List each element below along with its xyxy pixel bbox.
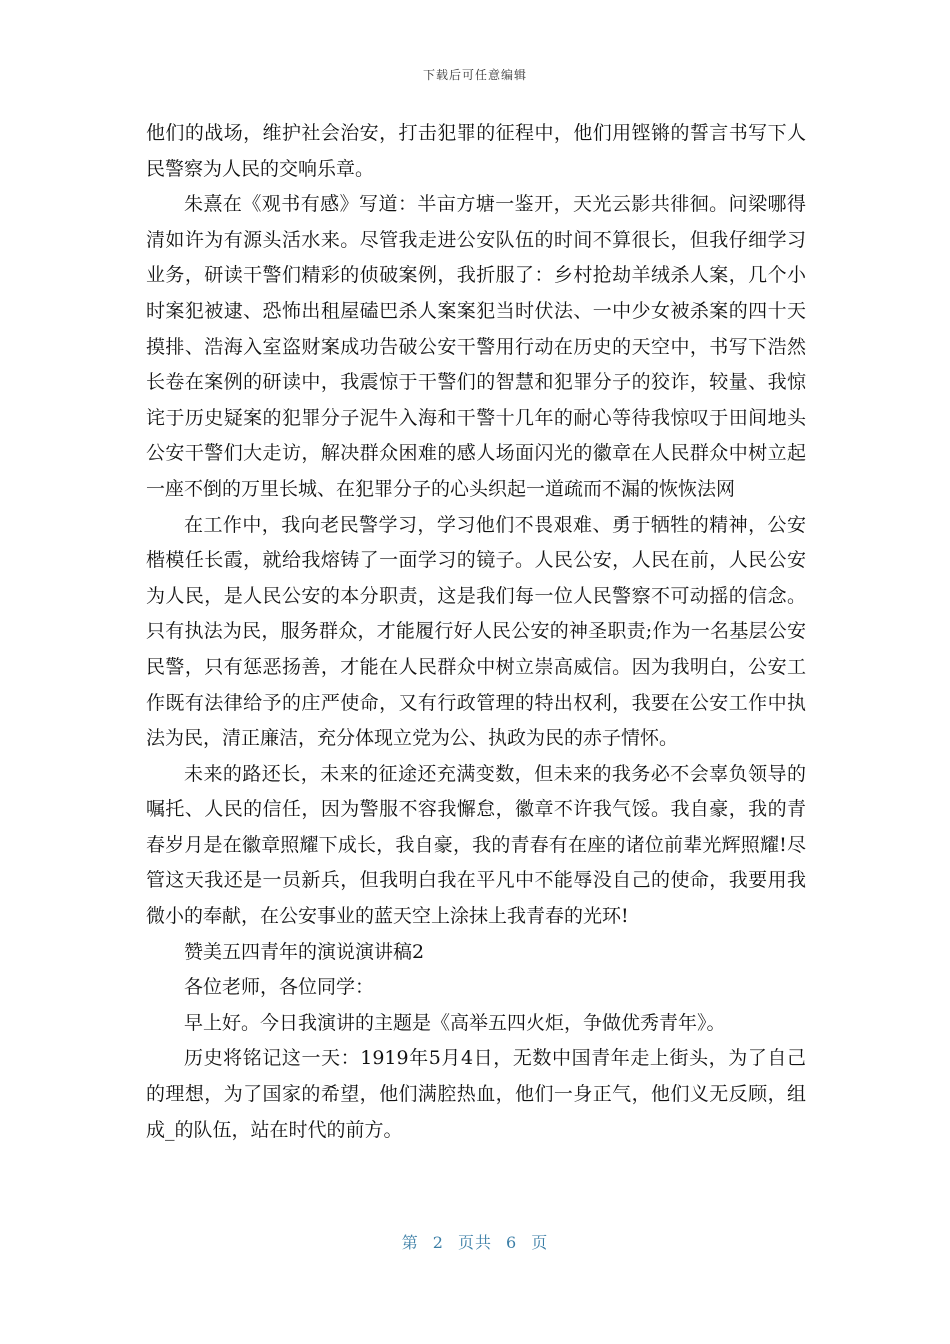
paragraph-1: 他们的战场，维护社会治安，打击犯罪的征程中，他们用铿锵的誓言书写下人民警察为人民的交响乐章。 [146, 122, 806, 180]
footer-prefix: 第 [401, 1233, 419, 1252]
footer-middle: 页共 [457, 1233, 492, 1252]
footer-total-pages: 6 [506, 1233, 518, 1252]
download-note: 下载后可任意编辑 [422, 68, 527, 82]
salutation: 各位老师，各位同学： [184, 976, 375, 999]
paragraph-3: 在工作中，我向老民警学习，学习他们不畏艰难、勇于牺牲的精神，公安楷模任长霞，就给我熔铸了一面学习的镜子。人民公安，人民在前，人民公安为人民，是人民公安的本分职责，这是我们每一位人民警察不可动摇的信念。只有执法为民，服务群众，才能履行好人民公安的神圣职责;作为一名基层公安民警，只有惩恶扬善，才能在人民群众中树立崇高威信。因为我明白，公安工作既有法律给予的庄严使命，又有行政管理的特出权利，我要在公安工作中执法为民，清正廉洁，充分体现立党为公、执政为民的赤子情怀。 [146, 513, 806, 750]
footer-current-page: 2 [432, 1233, 444, 1252]
page-footer [0, 1230, 950, 1253]
paragraph-4: 未来的路还长，未来的征途还充满变数，但未来的我务必不会辜负领导的嘱托、人民的信任，因为警服不容我懈怠，徽章不许我气馁。我自豪，我的青春岁月是在徽章照耀下成长，我自豪，我的青春有在座的诸位前辈光辉照耀!尽管这天我还是一员新兵，但我明白我在平凡中不能辱没自己的使命，我要用我微小的奉献，在公安事业的蓝天空上涂抹上我青春的光环! [146, 762, 806, 928]
paragraph-2: 朱熹在《观书有感》写道：半亩方塘一鉴开，天光云影共徘徊。问梁哪得清如许为有源头活水来。尽管我走进公安队伍的时间不算很长，但我仔细学习业务，研读干警们精彩的侦破案例，我折服了：乡村抢劫羊绒杀人案，几个小时案犯被逮、恐怖出租屋磕巴杀人案案犯当时伏法、一中少女被杀案的四十天摸排、浩海入室盗财案成功告破公安干警用行动在历史的天空中，书写下浩然长卷在案例的研读中，我震惊于干警们的智慧和犯罪分子的狡诈，较量、我惊诧于历史疑案的犯罪分子泥牛入海和干警十几年的耐心等待我惊叹于田间地头公安干警们大走访，解决群众困难的感人场面闪光的徽章在人民群众中树立起一座不倒的万里长城、在犯罪分子的心头织起一道疏而不漏的恢恢法网 [146, 193, 806, 500]
document-body [146, 116, 806, 1148]
paragraph-5: 早上好。今日我演讲的主题是《高举五四火炬，争做优秀青年》。 [184, 1011, 726, 1034]
section-heading: 赞美五四青年的演说演讲稿2 [184, 940, 425, 963]
footer-suffix: 页 [531, 1233, 549, 1252]
paragraph-6: 历史将铭记这一天：1919年5月4日，无数中国青年走上街头，为了自己的理想，为了国家的希望，他们满腔热血，他们一身正气，他们义无反顾，组成_的队伍，站在时代的前方。 [146, 1047, 806, 1141]
